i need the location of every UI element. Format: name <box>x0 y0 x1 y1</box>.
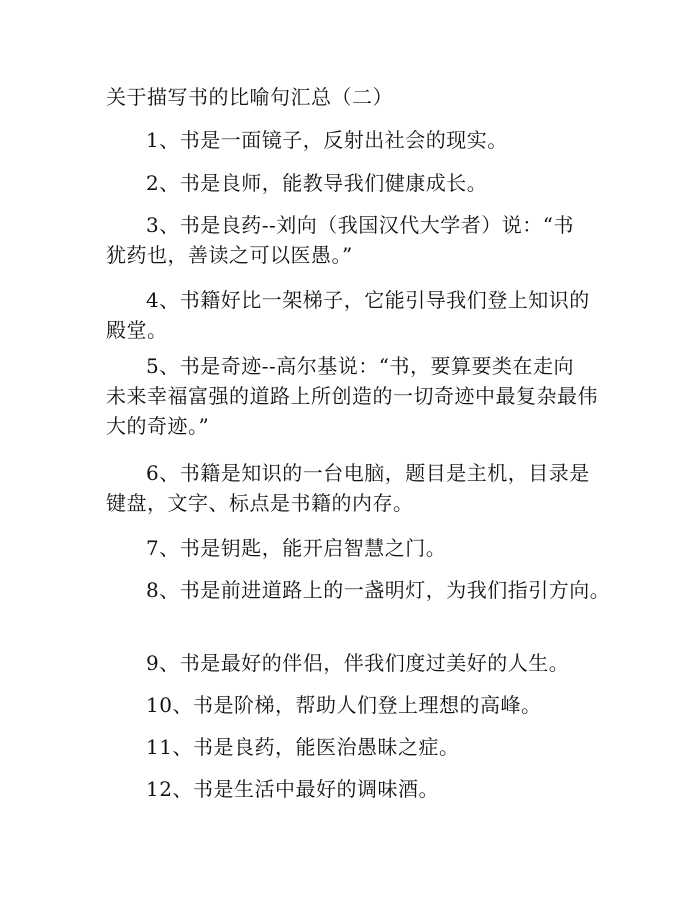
list-item-line: 7、书是钥匙，能开启智慧之门。 <box>146 536 447 560</box>
list-item <box>106 569 616 611</box>
list-item-line: 犹药也，善读之可以医愚。” <box>106 243 353 267</box>
list-item <box>106 527 616 569</box>
list-item-line: 大的奇迹。” <box>106 414 210 438</box>
list-item-line: 1、书是一面镜子，反射出社会的现实。 <box>146 128 508 152</box>
list-item-line: 3、书是良药--刘向（我国汉代大学者）说：“书 <box>146 213 574 237</box>
list-item-line: 2、书是良师，能教导我们健康成长。 <box>146 171 488 195</box>
list-item <box>106 684 616 726</box>
list-item-line: 12、书是生活中最好的调味酒。 <box>146 777 439 801</box>
list-item <box>106 345 616 447</box>
list-item <box>106 204 616 276</box>
list-item-line: 未来幸福富强的道路上所创造的一切奇迹中最复杂最伟 <box>106 384 598 408</box>
list-item-line: 键盘，文字、标点是书籍的内存。 <box>106 491 414 515</box>
list-item <box>106 279 616 351</box>
list-item-line: 11、书是良药，能医治愚昧之症。 <box>146 735 460 759</box>
list-item-line: 殿堂。 <box>106 318 168 342</box>
list-item-line: 8、书是前进道路上的一盏明灯，为我们指引方向。 <box>146 578 611 602</box>
list-item <box>106 726 616 768</box>
list-item <box>106 642 616 684</box>
list-item <box>106 768 616 810</box>
document-title: 关于描写书的比喻句汇总（二） <box>106 85 393 109</box>
list-item-line: 9、书是最好的伴侣，伴我们度过美好的人生。 <box>146 651 570 675</box>
list-item <box>106 162 616 204</box>
list-item <box>106 119 616 161</box>
list-item-line: 5、书是奇迹--高尔基说：“书，要算要类在走向 <box>146 354 574 378</box>
list-item-line: 4、书籍好比一架梯子，它能引导我们登上知识的 <box>146 288 590 312</box>
list-item-line: 6、书籍是知识的一台电脑，题目是主机，目录是 <box>146 461 590 485</box>
list-item-line: 10、书是阶梯，帮助人们登上理想的高峰。 <box>146 693 542 717</box>
list-item <box>106 452 616 524</box>
